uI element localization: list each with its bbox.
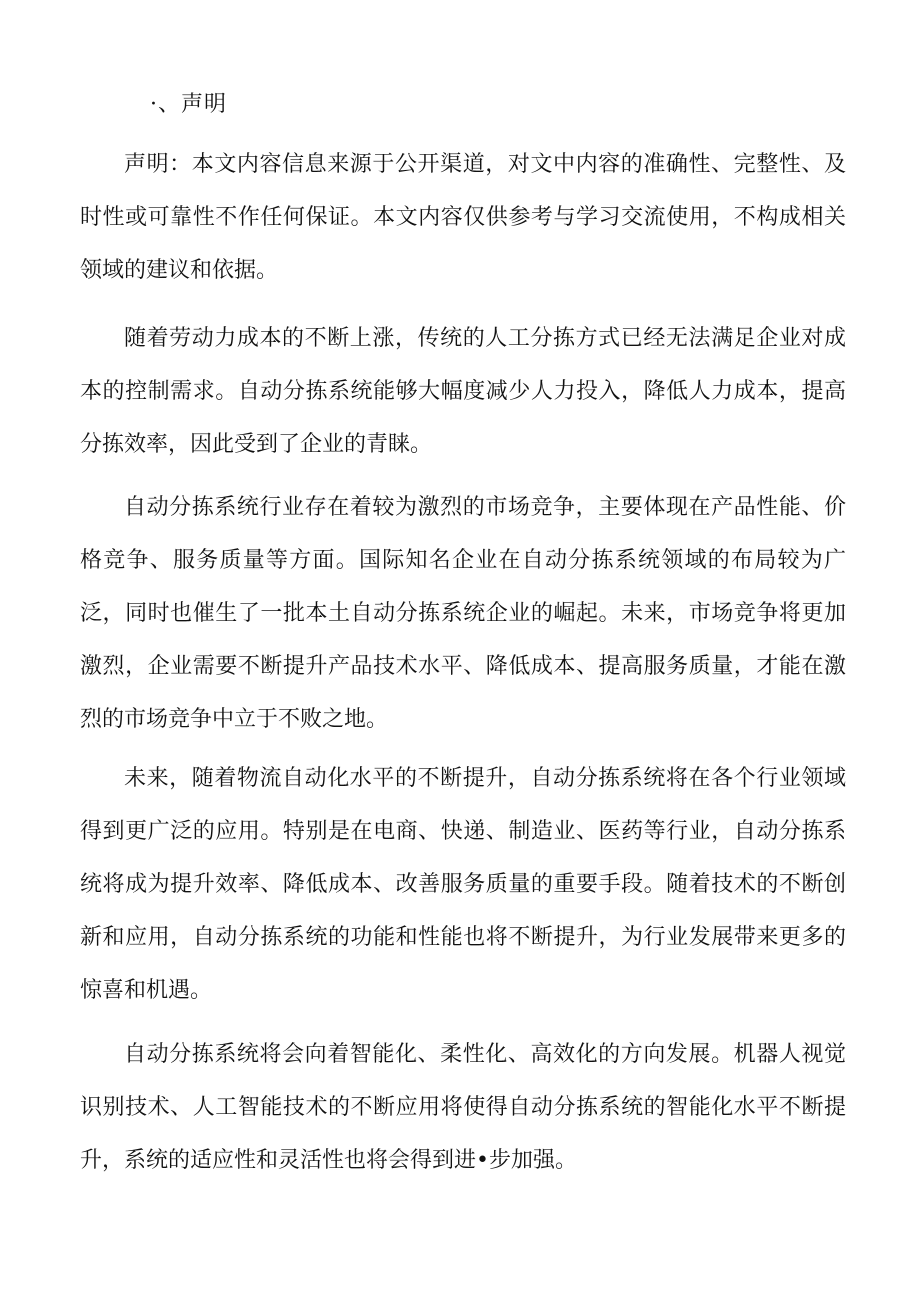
section-heading: ·、声明 [150,92,227,117]
paragraph-future-applications: 未来，随着物流自动化水平的不断提升，自动分拣系统将在各个行业领域得到更广泛的应用。特别是在电商、快递、制造业、医药等行业，自动分拣系统将成为提升效率、降低成本、改善服务质量的重要手段。随着技术的不断创新和应用，自动分拣系统的功能和性能也将不断提升，为行业发展带来更多的惊喜和机遇。 [80,766,846,1003]
paragraph-development-trend: 自动分拣系统将会向着智能化、柔性化、高效化的方向发展。机器人视觉识别技术、人工智能技术的不断应用将使得自动分拣系统的智能化水平不断提升，系统的适应性和灵活性也将会得到进•步加强。 [80,1042,846,1173]
paragraph-disclaimer: 声明：本文内容信息来源于公开渠道，对文中内容的准确性、完整性、及时性或可靠性不作任何保证。本文内容仅供参考与学习交流使用，不构成相关领域的建议和依据。 [80,152,846,283]
paragraph-labor-cost: 随着劳动力成本的不断上涨，传统的人工分拣方式已经无法满足企业对成本的控制需求。自动分拣系统能够大幅度减少人力投入，降低人力成本，提高分拣效率，因此受到了企业的青睐。 [80,326,846,457]
paragraph-competition: 自动分拣系统行业存在着较为激烈的市场竞争，主要体现在产品性能、价格竞争、服务质量等方面。国际知名企业在自动分拣系统领域的布局较为广泛，同时也催生了一批本土自动分拣系统企业的崛起。未来，市场竞争将更加激烈，企业需要不断提升产品技术水平、降低成本、提高服务质量，才能在激烈的市场竞争中立于不败之地。 [80,495,846,732]
